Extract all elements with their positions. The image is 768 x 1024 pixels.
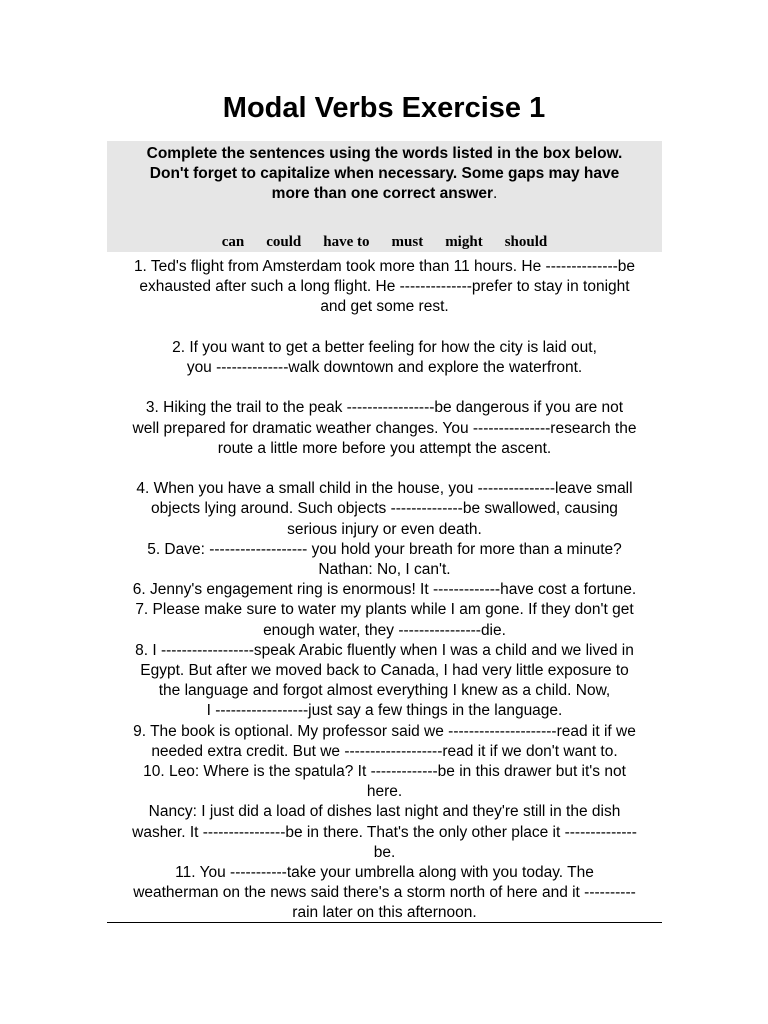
instructions-box: [107, 141, 662, 252]
question-10-line-3: Nancy: I just did a load of dishes last night and they're still in the dish: [148, 803, 621, 821]
word-bank: [107, 233, 662, 251]
instructions-text: [107, 144, 662, 204]
question-9-line-2: needed extra credit. But we -------------------read it if we don't want to.: [151, 742, 618, 760]
question-10-line-5: be.: [373, 843, 396, 861]
question-1-line-1: 1. Ted's flight from Amsterdam took more than 11 hours. He --------------be: [133, 258, 636, 275]
question-2-line-1: 2. If you want to get a better feeling for how the city is laid out,: [172, 338, 597, 356]
question-11-line-3: rain later on this afternoon.: [292, 904, 477, 922]
question-9-line-1: 9. The book is optional. My professor said we ---------------------read it if we: [133, 722, 636, 740]
question-2-line-2: you --------------walk downtown and explore the waterfront.: [186, 359, 583, 376]
question-4-line-1: 4. When you have a small child in the house, you ---------------leave small: [136, 480, 633, 498]
spacer: [107, 459, 662, 479]
question-6-line-1: 6. Jenny's engagement ring is enormous! It -------------have cost a fortune.: [132, 581, 637, 599]
question-11-line-2: weatherman on the news said there's a storm north of here and it ----------: [133, 884, 636, 902]
question-7-line-1: 7. Please make sure to water my plants while I am gone. If they don't get: [135, 601, 634, 619]
word-might: might: [445, 234, 483, 250]
question-8-line-2: Egypt. But after we moved back to Canada, I had very little exposure to: [140, 662, 629, 680]
spacer: [107, 378, 662, 398]
question-3-line-3: route a little more before you attempt the ascent.: [217, 439, 552, 457]
question-11-line-1: 11. You -----------take your umbrella along with you today. The: [175, 864, 594, 882]
instructions-line-1: Complete the sentences using the words listed in the box below.: [146, 145, 623, 162]
question-1-line-3: and get some rest.: [320, 298, 449, 316]
question-10-line-1: 10. Leo: Where is the spatula? It -------------be in this drawer but it's not: [143, 763, 626, 781]
question-5-line-1: 5. Dave: ------------------- you hold your breath for more than a minute?: [147, 540, 622, 558]
question-8-line-1: 8. I ------------------speak Arabic fluently when I was a child and we lived in: [135, 641, 634, 659]
question-1-line-2: exhausted after such a long flight. He --------------prefer to stay in tonight: [139, 278, 630, 296]
word-should: should: [504, 234, 548, 250]
word-could: could: [266, 234, 302, 250]
instructions-line-3: more than one correct answer.: [271, 185, 498, 202]
questions-list: [107, 257, 662, 924]
question-10-line-4: washer. It ----------------be in there. That's the only other place it --------------: [132, 823, 637, 841]
question-10-line-2: here.: [366, 783, 403, 801]
question-7-line-2: enough water, they ----------------die.: [263, 621, 506, 639]
bottom-divider: [107, 922, 662, 923]
question-4-line-3: serious injury or even death.: [287, 520, 482, 538]
question-5-line-2: Nathan: No, I can't.: [318, 561, 451, 578]
page-title: Modal Verbs Exercise 1: [222, 92, 546, 124]
question-8-line-3: the language and forgot almost everything I knew as a child. Now,: [158, 682, 611, 700]
word-must: must: [391, 234, 424, 250]
word-have-to: have to: [323, 234, 370, 250]
question-4-line-2: objects lying around. Such objects --------------be swallowed, causing: [151, 500, 618, 518]
spacer: [107, 318, 662, 338]
question-8-line-4: I ------------------just say a few things in the language.: [206, 702, 563, 720]
instructions-line-2: Don't forget to capitalize when necessary. Some gaps may have: [149, 165, 620, 182]
question-3-line-1: 3. Hiking the trail to the peak -----------------be dangerous if you are not: [145, 399, 624, 417]
question-3-line-2: well prepared for dramatic weather changes. You ---------------research the: [132, 419, 637, 437]
word-can: can: [221, 234, 245, 250]
